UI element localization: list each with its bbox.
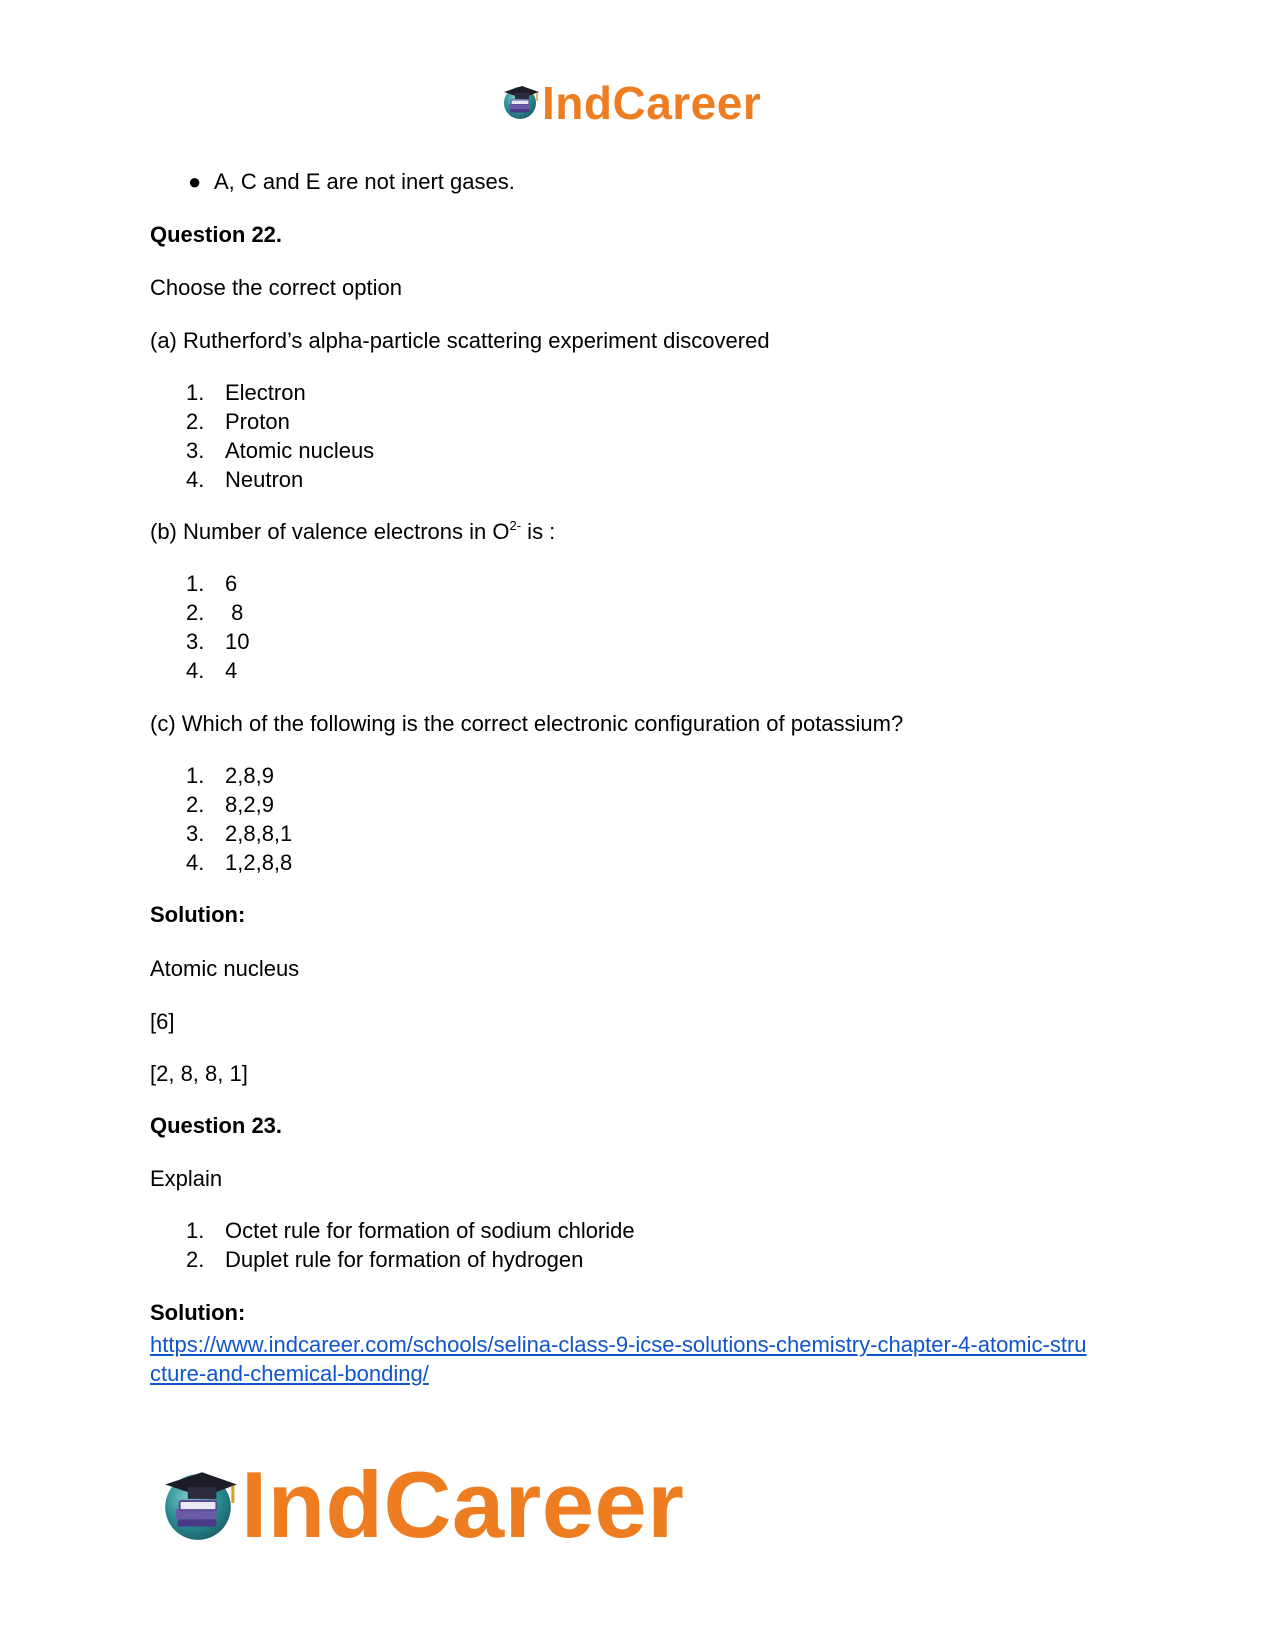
question-b-text: (b) Number of valence electrons in $O^{2-}$ is : [150,518,556,544]
question-22-instruction: Choose the correct option [150,275,402,300]
solution-link-continued[interactable]: cture-and-chemical-bonding/ [150,1361,429,1386]
footer-logo [157,1452,685,1557]
bullet-icon: ● [188,169,202,194]
question-a-text: (a) Rutherford’s alpha-particle scattering experiment discovered [150,328,770,353]
graduation-cap-globe-icon [157,1462,239,1549]
question-23-instruction: Explain [150,1166,223,1191]
logo-wordmark: IndCareer [241,1452,685,1557]
question-22-heading: Question 22. [150,222,283,247]
answer-text: Atomic nucleus [150,956,300,981]
question-c-text: (c) Which of the following is the correct electronic configuration of potassium? [150,711,904,736]
header-logo [500,78,761,128]
logo-wordmark: IndCareer [542,77,762,129]
answer-text: [2, 8, 8, 1] [150,1061,248,1086]
solution-heading: Solution: [150,1300,246,1325]
question-23-heading: Question 23. [150,1113,283,1138]
solution-link[interactable]: https://www.indcareer.com/schools/selina-class-9-icse-solutions-chemistry-chapter-4-atomic-stru [150,1332,1087,1357]
solution-heading: Solution: [150,902,246,927]
graduation-cap-globe-icon [500,81,540,126]
answer-text: [6] [150,1009,175,1034]
